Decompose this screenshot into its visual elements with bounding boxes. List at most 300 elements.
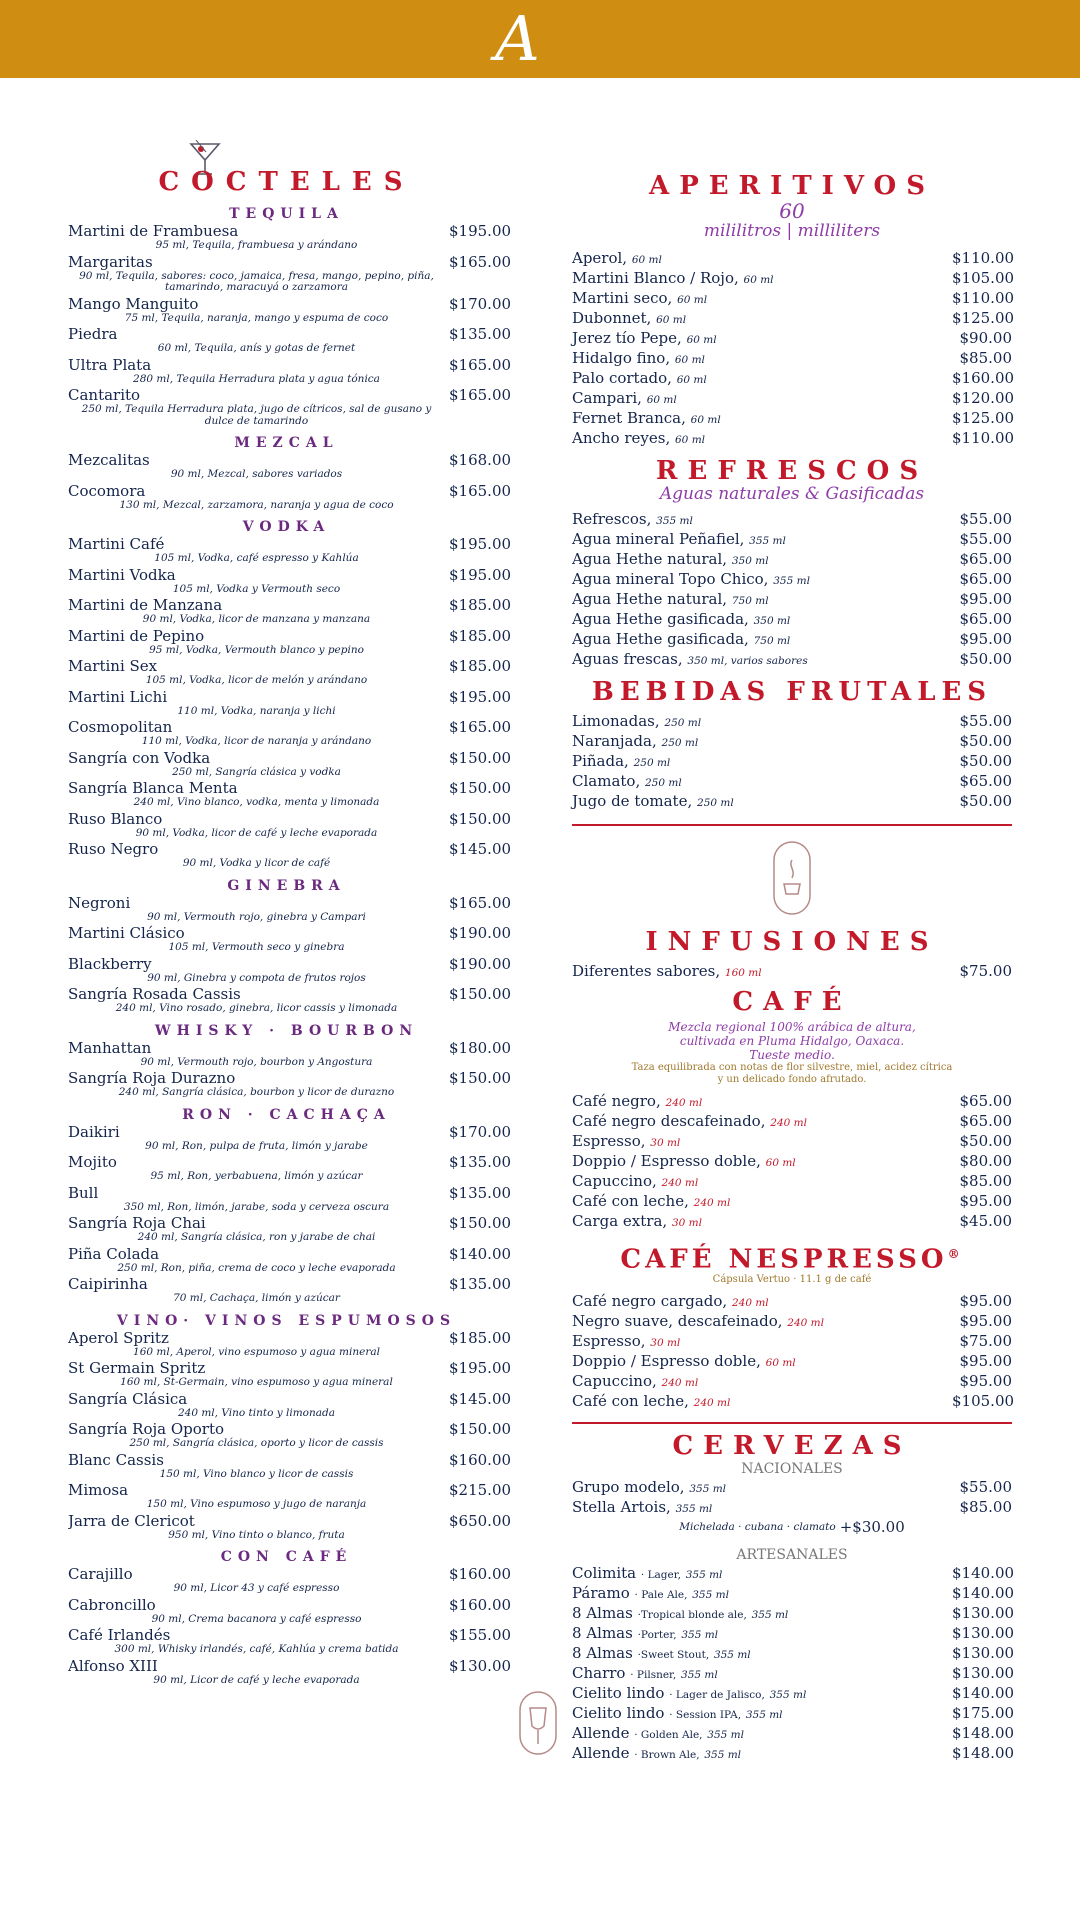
item-price: $65.00 xyxy=(959,610,1012,628)
nespresso-subtitle: Cápsula Vertuo · 11.1 g de café xyxy=(712,1273,872,1285)
item-price: $150.00 xyxy=(449,748,512,767)
item-name: Manhattan xyxy=(68,1039,152,1057)
item-name: Palo cortado, xyxy=(572,369,672,387)
item-name: Sangría Roja Oporto xyxy=(68,1421,225,1438)
item-label xyxy=(572,1564,722,1584)
item-label xyxy=(572,1132,680,1152)
item-label xyxy=(572,1152,796,1172)
menu-item xyxy=(68,481,512,512)
menu-item xyxy=(572,1563,1015,1584)
menu-item xyxy=(572,1603,1015,1624)
menu-item xyxy=(572,510,1012,530)
item-desc: 240 ml, Vino rosado, ginebra, licor cassis y limonada xyxy=(115,1002,398,1014)
item-price: $150.00 xyxy=(449,985,512,1003)
menu-item xyxy=(572,1132,1012,1152)
item-label xyxy=(572,1684,806,1704)
item-volume: 240 ml xyxy=(770,1117,807,1129)
menu-item xyxy=(572,1743,1015,1764)
item-price: $165.00 xyxy=(449,893,512,912)
aperitivos-title: APERITIVOS xyxy=(649,171,935,201)
item-volume: 240 ml xyxy=(693,1197,731,1209)
item-row xyxy=(68,1626,512,1644)
item-label xyxy=(572,752,670,772)
item-name: Café negro cargado, xyxy=(572,1291,728,1310)
menu-item xyxy=(68,1656,512,1687)
section-heading: TEQUILA xyxy=(229,206,344,222)
item-name: Hidalgo fino, xyxy=(572,349,671,367)
item-name: St Germain Spritz xyxy=(68,1360,206,1377)
item-label xyxy=(572,610,790,630)
section-heading: GINEBRA xyxy=(227,877,346,894)
item-name: Aguas frescas, xyxy=(572,650,683,668)
item-price: $195.00 xyxy=(449,535,512,553)
item-desc: 250 ml, Sangría clásica, oporto y licor de cassis xyxy=(129,1437,384,1449)
menu-item xyxy=(68,222,512,252)
item-label xyxy=(572,772,682,792)
item-label xyxy=(572,1664,718,1684)
tea-cup-icon xyxy=(572,834,1012,920)
menu-item xyxy=(572,1092,1012,1112)
item-label xyxy=(572,389,677,409)
item-volume: 250 ml xyxy=(664,717,702,729)
item-volume: 30 ml xyxy=(671,1217,702,1229)
item-row xyxy=(68,1183,512,1202)
item-volume: 355 ml xyxy=(656,515,693,527)
item-volume: 160 ml xyxy=(724,967,762,979)
item-name: Ultra Plata xyxy=(68,356,152,374)
item-label xyxy=(572,269,774,289)
item-desc: 250 ml, Tequila Herradura plata, jugo de cítricos, sal de gusano y dulce de tamarindo xyxy=(81,403,432,427)
menu-item xyxy=(572,1172,1012,1192)
item-desc: 95 ml, Vodka, Vermouth blanco y pepino xyxy=(149,643,364,656)
item-name: Martini de Frambuesa xyxy=(68,223,239,240)
item-desc: 90 ml, Mezcal, sabores variados xyxy=(170,468,343,480)
item-price: $95.00 xyxy=(959,1371,1012,1390)
item-name: Naranjada, xyxy=(572,732,657,750)
item-desc: 350 ml, Ron, limón, jarabe, soda y cerveza oscura xyxy=(123,1200,390,1213)
menu-item xyxy=(68,1183,512,1214)
menu-item xyxy=(68,779,512,809)
menu-item xyxy=(572,732,1012,752)
menu-item xyxy=(572,289,1015,309)
item-price: $215.00 xyxy=(449,1481,512,1499)
item-label xyxy=(572,1744,741,1764)
aperitivos-num: 60 xyxy=(779,199,805,223)
cocteles-column xyxy=(68,140,512,1688)
menu-item xyxy=(68,1275,512,1305)
item-label xyxy=(572,1192,730,1212)
item-price: $185.00 xyxy=(449,596,512,614)
item-row xyxy=(68,1328,512,1347)
item-name: Agua mineral Peñafiel, xyxy=(572,530,745,548)
menu-item xyxy=(572,530,1012,550)
menu-item xyxy=(572,369,1015,389)
item-desc: 150 ml, Vino espumoso y jugo de naranja xyxy=(146,1498,367,1510)
item-name: Daikiri xyxy=(68,1123,120,1141)
item-label xyxy=(572,550,769,570)
cafe-desc-3: Tueste medio. xyxy=(749,1048,835,1062)
item-name: Agua Hethe natural, xyxy=(572,550,728,568)
item-price: $95.00 xyxy=(959,1192,1012,1210)
menu-item xyxy=(68,1389,512,1420)
item-label xyxy=(572,309,686,329)
menu-item xyxy=(572,329,1012,349)
item-volume: 350 ml xyxy=(753,615,791,627)
item-row xyxy=(68,1511,512,1530)
menu-item xyxy=(572,590,1012,610)
menu-item xyxy=(572,269,1015,289)
cervezas-title: CERVEZAS xyxy=(672,1430,912,1461)
item-price: $160.00 xyxy=(449,1565,512,1583)
item-row xyxy=(68,840,512,858)
item-price: $50.00 xyxy=(959,1132,1012,1150)
item-name: Ruso Negro xyxy=(68,841,159,858)
item-name: 8 Almas xyxy=(572,1603,633,1622)
menu-item xyxy=(572,249,1015,269)
menu-item xyxy=(572,962,1012,982)
item-name: Jarra de Clericot xyxy=(68,1512,195,1530)
menu-item xyxy=(572,1192,1012,1212)
item-name: Fernet Branca, xyxy=(572,409,686,427)
item-price: $195.00 xyxy=(449,1359,512,1377)
menu-item xyxy=(572,1723,1015,1744)
menu-item xyxy=(572,1683,1015,1704)
item-volume: 350 ml xyxy=(731,555,769,567)
menu-item xyxy=(68,565,512,596)
item-volume: 355 ml xyxy=(769,1688,807,1701)
item-name: Bull xyxy=(68,1184,99,1202)
item-row xyxy=(68,809,512,828)
menu-item xyxy=(68,1511,512,1542)
item-desc: 250 ml, Sangría clásica y vodka xyxy=(172,765,341,778)
item-price: $135.00 xyxy=(449,325,512,343)
item-name: Cielito lindo xyxy=(572,1683,665,1702)
item-row xyxy=(68,1214,512,1232)
item-row xyxy=(68,481,512,500)
cafe-note-1: Taza equilibrada con notas de flor silvestre, miel, acidez cítrica xyxy=(631,1062,953,1073)
menu-item xyxy=(68,1420,512,1450)
nacionales-label: NACIONALES xyxy=(741,1460,843,1477)
item-name: Sangría Roja Chai xyxy=(68,1215,206,1232)
menu-item xyxy=(68,924,512,954)
item-desc: 240 ml, Vino blanco, vodka, menta y limonada xyxy=(133,796,380,808)
item-row xyxy=(68,924,512,942)
item-desc: 90 ml, Vodka, licor de café y leche evaporada xyxy=(135,826,378,839)
cafe-desc-1: Mezcla regional 100% arábica de altura, xyxy=(668,1020,916,1034)
item-row xyxy=(68,954,512,973)
item-desc: 90 ml, Ginebra y compota de frutos rojos xyxy=(147,971,366,984)
item-style: ·Sweet Stout, xyxy=(637,1648,710,1661)
item-price: $95.00 xyxy=(959,1291,1012,1310)
item-row xyxy=(68,252,512,271)
item-name: Jugo de tomate, xyxy=(572,792,693,810)
item-desc: 90 ml, Ron, pulpa de fruta, limón y jarabe xyxy=(145,1139,368,1152)
item-name: Negro suave, descafeinado, xyxy=(572,1311,783,1330)
item-name: 8 Almas xyxy=(572,1623,633,1642)
item-volume: 240 ml xyxy=(787,1316,824,1329)
item-name: Sangría Roja Durazno xyxy=(68,1070,236,1087)
item-price: $125.00 xyxy=(952,409,1015,427)
item-label xyxy=(572,249,662,269)
item-name: Aperol Spritz xyxy=(68,1329,169,1347)
item-price: $160.00 xyxy=(449,1595,512,1614)
item-volume: 355 ml xyxy=(704,1748,742,1761)
menu-item xyxy=(572,1212,1012,1232)
item-name: Diferentes sabores, xyxy=(572,962,721,980)
item-price: $85.00 xyxy=(959,1497,1012,1516)
item-name: Café negro, xyxy=(572,1092,661,1110)
item-name: Martini de Pepino xyxy=(68,627,205,645)
item-style: ·Porter, xyxy=(637,1628,677,1641)
item-price: $150.00 xyxy=(449,1069,512,1087)
item-price: $90.00 xyxy=(959,329,1012,347)
item-label xyxy=(572,1212,702,1232)
item-name: Jerez tío Pepe, xyxy=(572,329,682,347)
item-price: $95.00 xyxy=(959,1351,1012,1370)
item-price: $150.00 xyxy=(449,1214,512,1232)
menu-item xyxy=(572,1583,1015,1604)
item-volume: 240 ml xyxy=(693,1396,731,1409)
item-desc: 90 ml, Licor de café y leche evaporada xyxy=(153,1673,360,1686)
item-desc: 240 ml, Sangría clásica, ron y jarabe de chai xyxy=(137,1231,376,1243)
item-desc: 90 ml, Vodka, licor de manzana y manzana xyxy=(142,613,371,625)
item-price: $75.00 xyxy=(959,1331,1012,1350)
item-name: Doppio / Espresso doble, xyxy=(572,1351,761,1370)
item-name: Piña Colada xyxy=(68,1245,160,1263)
menu-item xyxy=(68,1038,512,1069)
item-price: $190.00 xyxy=(449,924,512,942)
item-row xyxy=(68,1275,512,1293)
item-label xyxy=(572,1478,726,1498)
item-row xyxy=(68,565,512,584)
menu-item xyxy=(68,1565,512,1595)
item-label xyxy=(572,1092,702,1112)
item-desc: 300 ml, Whisky irlandés, café, Kahlúa y crema batida xyxy=(114,1643,399,1655)
item-row xyxy=(68,1420,512,1438)
item-name: Doppio / Espresso doble, xyxy=(572,1152,761,1170)
item-name: Café negro descafeinado, xyxy=(572,1112,766,1130)
item-price: $55.00 xyxy=(959,510,1012,528)
menu-item xyxy=(572,1623,1015,1644)
item-name: Carajillo xyxy=(68,1566,133,1583)
item-row xyxy=(68,222,512,240)
menu-item xyxy=(68,294,512,325)
item-row xyxy=(68,294,512,313)
menu-item xyxy=(572,630,1012,650)
item-label xyxy=(572,1498,712,1518)
menu-item xyxy=(572,1498,1012,1518)
item-volume: 60 ml xyxy=(765,1356,796,1369)
item-row xyxy=(68,355,512,374)
item-desc: 90 ml, Tequila, sabores: coco, jamaica, fresa, mango, pepino, piña, tamarindo, maracuyá o zarzamora xyxy=(79,269,434,293)
item-price: $55.00 xyxy=(959,712,1012,730)
item-desc: 150 ml, Vino blanco y licor de cassis xyxy=(159,1467,354,1480)
menu-item xyxy=(572,772,1012,792)
item-price: $145.00 xyxy=(449,1389,512,1408)
item-row xyxy=(68,1595,512,1614)
item-name: Aperol, xyxy=(572,249,628,267)
item-name: Capuccino, xyxy=(572,1371,657,1390)
nespresso-title xyxy=(572,1240,1012,1274)
menu-item xyxy=(68,1328,512,1359)
menu-item xyxy=(68,748,512,779)
refrescos-subtitle: Aguas naturales & Gasificadas xyxy=(659,484,925,504)
item-volume: 750 ml xyxy=(731,595,769,607)
item-name: Sangría Clásica xyxy=(68,1390,188,1408)
item-label xyxy=(572,1704,783,1724)
item-name: Páramo xyxy=(572,1583,630,1602)
item-volume: 355 ml xyxy=(685,1568,723,1581)
item-row xyxy=(68,1450,512,1469)
item-desc: 950 ml, Vino tinto o blanco, fruta xyxy=(168,1528,345,1541)
item-name: Colimita xyxy=(572,1563,637,1582)
section-heading: MEZCAL xyxy=(234,435,339,451)
menu-item xyxy=(68,985,512,1015)
item-price: $160.00 xyxy=(952,369,1015,387)
item-desc: 90 ml, Vermouth rojo, bourbon y Angostura xyxy=(140,1055,373,1068)
item-price: $185.00 xyxy=(449,657,512,675)
item-row xyxy=(68,1069,512,1087)
item-row xyxy=(68,1122,512,1141)
item-name: Campari, xyxy=(572,389,642,407)
item-name: Caipirinha xyxy=(68,1276,148,1293)
item-label xyxy=(572,1172,698,1192)
item-name: Carga extra, xyxy=(572,1212,668,1230)
item-price: $50.00 xyxy=(959,650,1012,668)
item-label xyxy=(572,530,786,550)
item-price: $165.00 xyxy=(449,355,512,374)
item-volume: 355 ml xyxy=(749,535,786,547)
item-price: $55.00 xyxy=(959,530,1012,548)
header-bar xyxy=(0,0,1080,78)
item-label xyxy=(572,712,701,732)
cocteles-title: COCTELES xyxy=(158,167,415,197)
item-volume: 355 ml xyxy=(689,1482,727,1495)
item-style: · Pale Ale, xyxy=(634,1588,688,1601)
item-desc: 240 ml, Sangría clásica, bourbon y licor de durazno xyxy=(118,1086,395,1098)
item-price: $190.00 xyxy=(449,954,512,973)
menu-item xyxy=(68,596,512,626)
item-price: $180.00 xyxy=(449,1038,512,1057)
item-price: $110.00 xyxy=(952,249,1015,267)
michelada-row xyxy=(572,1518,1012,1536)
item-row xyxy=(68,748,512,767)
cafe-desc-2: cultivada en Pluma Hidalgo, Oaxaca. xyxy=(679,1034,905,1048)
item-label xyxy=(572,650,808,670)
item-name: Agua Hethe gasificada, xyxy=(572,610,749,628)
item-style: · Brown Ale, xyxy=(634,1748,700,1761)
section-heading: VINO· VINOS ESPUMOSOS xyxy=(116,1312,457,1329)
item-row xyxy=(68,985,512,1003)
item-row xyxy=(68,1481,512,1499)
frutales-title: BEBIDAS FRUTALES xyxy=(591,677,993,707)
item-price: $50.00 xyxy=(959,732,1012,750)
item-price: $105.00 xyxy=(952,269,1015,287)
item-price: $140.00 xyxy=(952,1583,1015,1602)
menu-item xyxy=(572,1663,1015,1684)
item-style: · Pilsner, xyxy=(630,1668,677,1681)
item-volume: 355 ml xyxy=(751,1608,789,1621)
item-volume: 350 ml, varios sabores xyxy=(687,655,808,667)
item-name: Stella Artois, xyxy=(572,1497,671,1516)
item-volume: 60 ml xyxy=(686,334,717,346)
item-name: Sangría Rosada Cassis xyxy=(68,986,241,1003)
menu-item xyxy=(68,451,512,481)
item-row xyxy=(68,1359,512,1377)
item-desc: 110 ml, Vodka, licor de naranja y arándano xyxy=(141,735,372,747)
item-row xyxy=(68,687,512,706)
menu-item xyxy=(572,349,1012,369)
item-label xyxy=(572,1604,788,1624)
item-price: $148.00 xyxy=(952,1743,1015,1762)
menu-item xyxy=(572,1292,1012,1312)
item-desc: 160 ml, St-Germain, vino espumoso y agua mineral xyxy=(120,1376,393,1388)
refrescos-title: REFRESCOS xyxy=(655,456,929,486)
item-name: Martini Sex xyxy=(68,658,158,675)
item-price: $130.00 xyxy=(952,1643,1015,1662)
item-price: $150.00 xyxy=(449,809,512,828)
item-row xyxy=(68,779,512,797)
item-name: Martini Lichi xyxy=(68,688,168,706)
item-volume: 355 ml xyxy=(681,1628,719,1641)
item-price: $165.00 xyxy=(449,386,512,404)
michelada-label: Michelada · cubana · clamato xyxy=(679,1520,836,1533)
item-volume: 60 ml xyxy=(677,294,708,306)
menu-item xyxy=(572,550,1012,570)
item-row xyxy=(68,1565,512,1583)
item-name: Blanc Cassis xyxy=(68,1451,164,1469)
item-label xyxy=(572,429,705,449)
item-name: Agua Hethe natural, xyxy=(572,590,728,608)
item-price: $65.00 xyxy=(959,1092,1012,1110)
item-price: $135.00 xyxy=(449,1153,512,1171)
menu-item xyxy=(68,252,512,294)
item-name: Café con leche, xyxy=(572,1391,689,1410)
item-price: $195.00 xyxy=(449,222,512,240)
item-price: $65.00 xyxy=(959,772,1012,790)
item-row xyxy=(68,1038,512,1057)
menu-item xyxy=(572,1312,1012,1332)
item-name: Martini seco, xyxy=(572,289,673,307)
item-volume: 60 ml xyxy=(690,414,721,426)
item-volume: 30 ml xyxy=(650,1336,681,1349)
item-row xyxy=(68,1153,512,1171)
menu-item xyxy=(68,626,512,657)
item-volume: 250 ml xyxy=(661,737,699,749)
item-price: $80.00 xyxy=(959,1152,1012,1170)
item-price: $135.00 xyxy=(449,1275,512,1293)
item-label xyxy=(572,1584,729,1604)
menu-item xyxy=(572,1703,1015,1724)
item-desc: 240 ml, Vino tinto y limonada xyxy=(177,1406,336,1419)
item-name: Martini Blanco / Rojo, xyxy=(572,269,739,287)
item-label xyxy=(572,792,734,812)
item-name: Agua mineral Topo Chico, xyxy=(572,570,769,588)
item-name: Cabroncillo xyxy=(68,1596,156,1614)
item-name: Cosmopolitan xyxy=(68,719,173,736)
menu-item xyxy=(572,1372,1012,1392)
menu-item xyxy=(572,1332,1012,1352)
item-price: $130.00 xyxy=(449,1656,512,1675)
item-price: $135.00 xyxy=(449,1183,512,1202)
item-label xyxy=(572,962,762,982)
item-volume: 355 ml xyxy=(713,1648,751,1661)
menu-item xyxy=(68,893,512,924)
item-name: Alfonso XIII xyxy=(68,1657,158,1675)
item-row xyxy=(68,626,512,645)
item-volume: 355 ml xyxy=(707,1728,744,1741)
item-name: Cantarito xyxy=(68,387,141,404)
